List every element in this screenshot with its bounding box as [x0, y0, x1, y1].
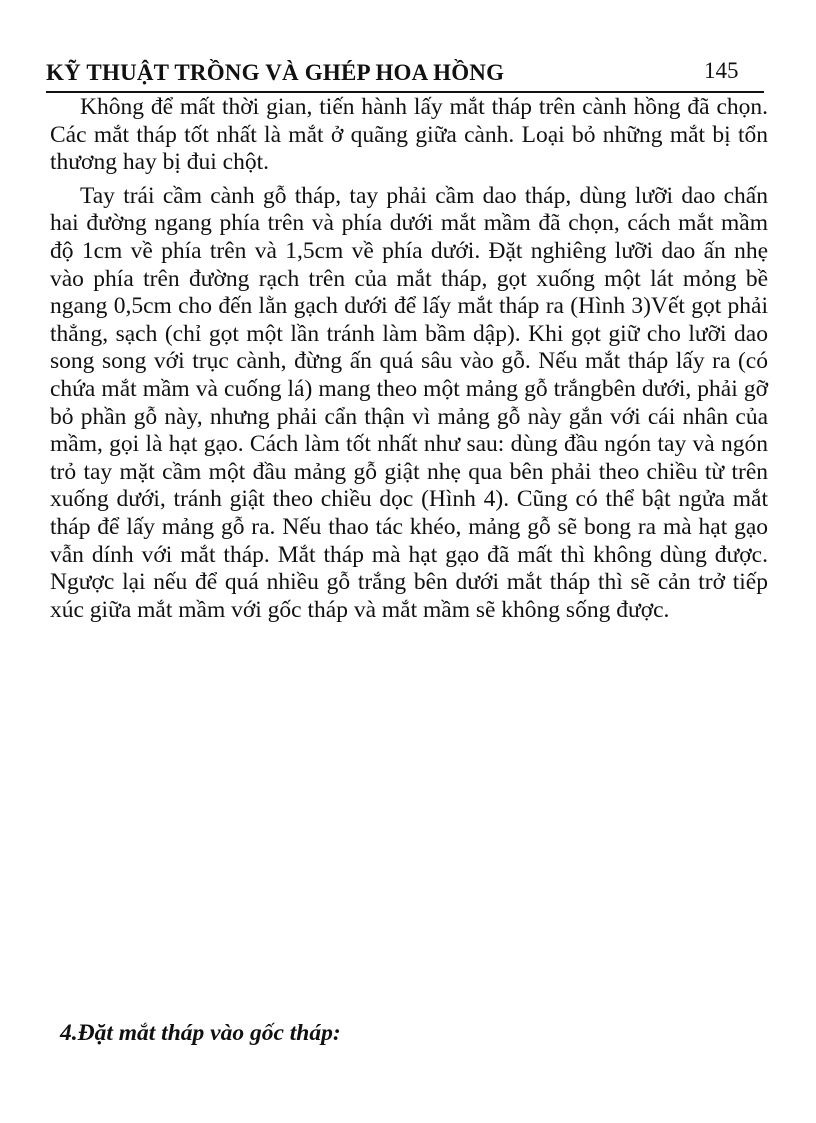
running-header-title: KỸ THUẬT TRỒNG VÀ GHÉP HOA HỒNG	[46, 60, 505, 85]
body-text	[50, 94, 768, 630]
page-number: 145	[704, 58, 739, 83]
section-heading: 4.Đặt mắt tháp vào gốc tháp:	[60, 1020, 341, 1046]
header-rule	[46, 91, 764, 93]
paragraph-1: Không để mất thời gian, tiến hành lấy mắt tháp trên cành hồng đã chọn. Các mắt tháp tốt nhất là mắt ở quãng giữa cành. Loại bỏ những mắt bị tổn thương hay bị đui chột.	[50, 94, 768, 176]
running-header	[46, 58, 766, 94]
paragraph-2: Tay trái cầm cành gỗ tháp, tay phải cầm dao tháp, dùng lưỡi dao chấn hai đường ngang phía trên và phía dưới mắt mầm đã chọn, cách mắt mầm độ 1cm về phía trên và 1,5cm về phía dưới. Đặt nghiêng lưỡi dao ấn nhẹ vào phía trên đường rạch trên của mắt tháp, gọt xuống một lát mỏng bề ngang 0,5cm cho đến lằn gạch dưới để lấy mắt tháp ra (Hình 3)Vết gọt phải thẳng, sạch (chỉ gọt một lần tránh làm bầm dập). Khi gọt giữ cho lưỡi dao song song với trục cành, đừng ấn quá sâu vào gỗ. Nếu mắt tháp lấy ra (có chứa mắt mầm và cuống lá) mang theo một mảng gỗ trắngbên dưới, phải gỡ bỏ phần gỗ này, nhưng phải cẩn thận vì mảng gỗ này gắn với cái nhân của mầm, gọi là hạt gạo. Cách làm tốt nhất như sau: dùng đầu ngón tay và ngón trỏ tay mặt cầm một đầu mảng gỗ giật nhẹ qua bên phải theo chiều từ trên xuống dưới, tránh giật theo chiều dọc (Hình 4). Cũng có thể bật ngửa mắt tháp để lấy mảng gỗ ra. Nếu thao tác khéo, mảng gỗ sẽ bong ra mà hạt gạo vẫn dính với mắt tháp. Mắt tháp mà hạt gạo đã mất thì không dùng được. Ngược lại nếu để quá nhiều gỗ trắng bên dưới mắt tháp thì sẽ cản trở tiếp xúc giữa mắt mầm với gốc tháp và mắt mầm sẽ không sống được.	[50, 182, 768, 623]
